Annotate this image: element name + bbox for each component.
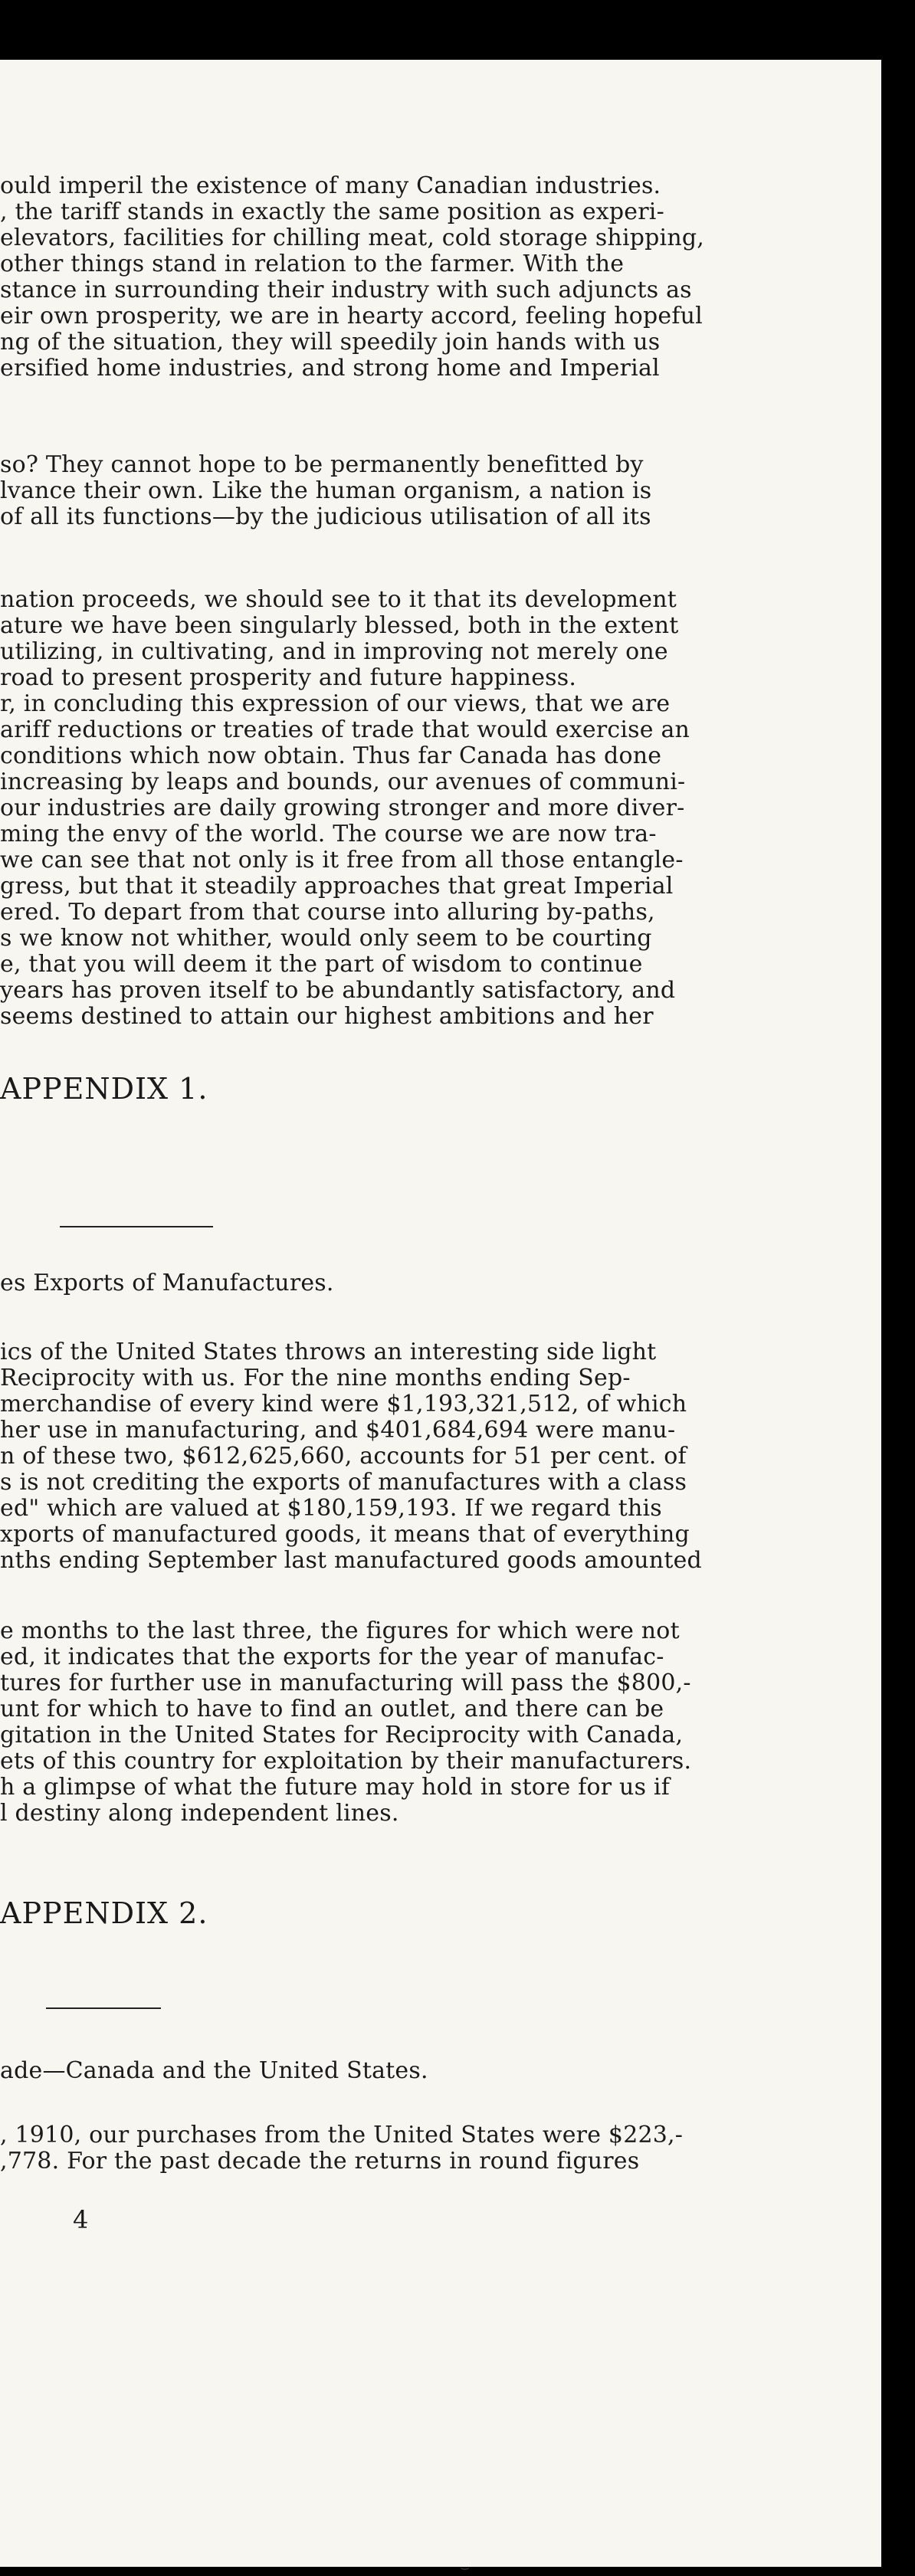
- text-line: , 1910, our purchases from the United States were $223,-: [0, 2122, 684, 2148]
- text-line: ed" which are valued at $180,159,193. If we regard this: [0, 1496, 662, 1522]
- text-line: utilizing, in cultivating, and in improving not merely one: [0, 639, 668, 665]
- text-line: ersified home industries, and strong home and Imperial: [0, 356, 660, 382]
- text-line: l destiny along independent lines.: [0, 1801, 399, 1827]
- text-line: gress, but that it steadily approaches that great Imperial: [0, 873, 674, 900]
- appendix-2-heading: APPENDIX 2.: [0, 1896, 208, 1930]
- text-line: stance in surrounding their industry with such adjuncts as: [0, 277, 692, 303]
- text-line: Reciprocity with us. For the nine months ending Sep-: [0, 1365, 631, 1391]
- scan-border-right: [881, 0, 915, 2567]
- text-line: road to present prosperity and future happiness.: [0, 665, 577, 691]
- text-line: other things stand in relation to the farmer. With the: [0, 251, 625, 277]
- appendix-2-subtitle: ade—Canada and the United States.: [0, 2058, 428, 2084]
- text-line: ics of the United States throws an interesting side light: [0, 1339, 657, 1365]
- text-line: tures for further use in manufacturing will pass the $800,-: [0, 1670, 691, 1696]
- text-line: s is not crediting the exports of manufactures with a class: [0, 1470, 687, 1496]
- text-line: s we know not whither, would only seem to be courting: [0, 926, 652, 952]
- text-line: e, that you will deem it the part of wisdom to continue: [0, 952, 643, 978]
- text-line: merchandise of every kind were $1,193,321,512, of which: [0, 1391, 687, 1417]
- appendix-1-subtitle: es Exports of Manufactures.: [0, 1270, 334, 1296]
- text-line: lvance their own. Like the human organism, a nation is: [0, 478, 652, 504]
- text-line: nths ending September last manufactured goods amounted: [0, 1548, 702, 1574]
- text-line: ets of this country for exploitation by their manufacturers.: [0, 1748, 692, 1775]
- document-page: [0, 60, 881, 2567]
- text-line: nation proceeds, we should see to it that its development: [0, 587, 677, 613]
- section-rule: [60, 1226, 213, 1227]
- text-line: ould imperil the existence of many Canadian industries.: [0, 173, 661, 199]
- text-line: so? They cannot hope to be permanently benefitted by: [0, 452, 644, 478]
- text-line: ming the envy of the world. The course we are now tra-: [0, 821, 657, 847]
- text-line: ,778. For the past decade the returns in round figures: [0, 2148, 640, 2175]
- text-line: of all its functions—by the judicious utilisation of all its: [0, 504, 651, 530]
- scan-artifact: ⌣: [460, 2558, 471, 2576]
- text-line: ered. To depart from that course into alluring by-paths,: [0, 900, 655, 926]
- text-line: we can see that not only is it free from all those entangle-: [0, 847, 684, 873]
- appendix-1-heading: APPENDIX 1.: [0, 1072, 208, 1106]
- text-line: unt for which to have to find an outlet, and there can be: [0, 1696, 664, 1722]
- text-line: ariff reductions or treaties of trade that would exercise an: [0, 717, 690, 743]
- text-line: conditions which now obtain. Thus far Canada has done: [0, 743, 662, 769]
- text-line: n of these two, $612,625,660, accounts for 51 per cent. of: [0, 1444, 687, 1470]
- text-line: xports of manufactured goods, it means that of everything: [0, 1522, 690, 1548]
- section-rule: [46, 2007, 161, 2009]
- text-line: ed, it indicates that the exports for the year of manufac-: [0, 1644, 664, 1670]
- text-line: ng of the situation, they will speedily join hands with us: [0, 329, 661, 356]
- text-line: , the tariff stands in exactly the same position as experi-: [0, 199, 664, 225]
- text-line: r, in concluding this expression of our views, that we are: [0, 691, 671, 717]
- text-line: our industries are daily growing stronger and more diver-: [0, 795, 685, 821]
- text-line: e months to the last three, the figures for which were not: [0, 1618, 680, 1644]
- scan-border-top: [0, 0, 881, 60]
- text-line: years has proven itself to be abundantly satisfactory, and: [0, 978, 676, 1004]
- text-line: h a glimpse of what the future may hold in store for us if: [0, 1775, 671, 1801]
- text-line: her use in manufacturing, and $401,684,694 were manu-: [0, 1417, 676, 1444]
- page-number: 4: [73, 2205, 89, 2234]
- text-line: gitation in the United States for Reciprocity with Canada,: [0, 1722, 684, 1748]
- text-line: elevators, facilities for chilling meat, cold storage shipping,: [0, 225, 705, 251]
- text-line: seems destined to attain our highest ambitions and her: [0, 1004, 654, 1030]
- text-line: ature we have been singularly blessed, both in the extent: [0, 613, 679, 639]
- text-line: eir own prosperity, we are in hearty accord, feeling hopeful: [0, 303, 703, 329]
- text-line: increasing by leaps and bounds, our avenues of communi-: [0, 769, 686, 795]
